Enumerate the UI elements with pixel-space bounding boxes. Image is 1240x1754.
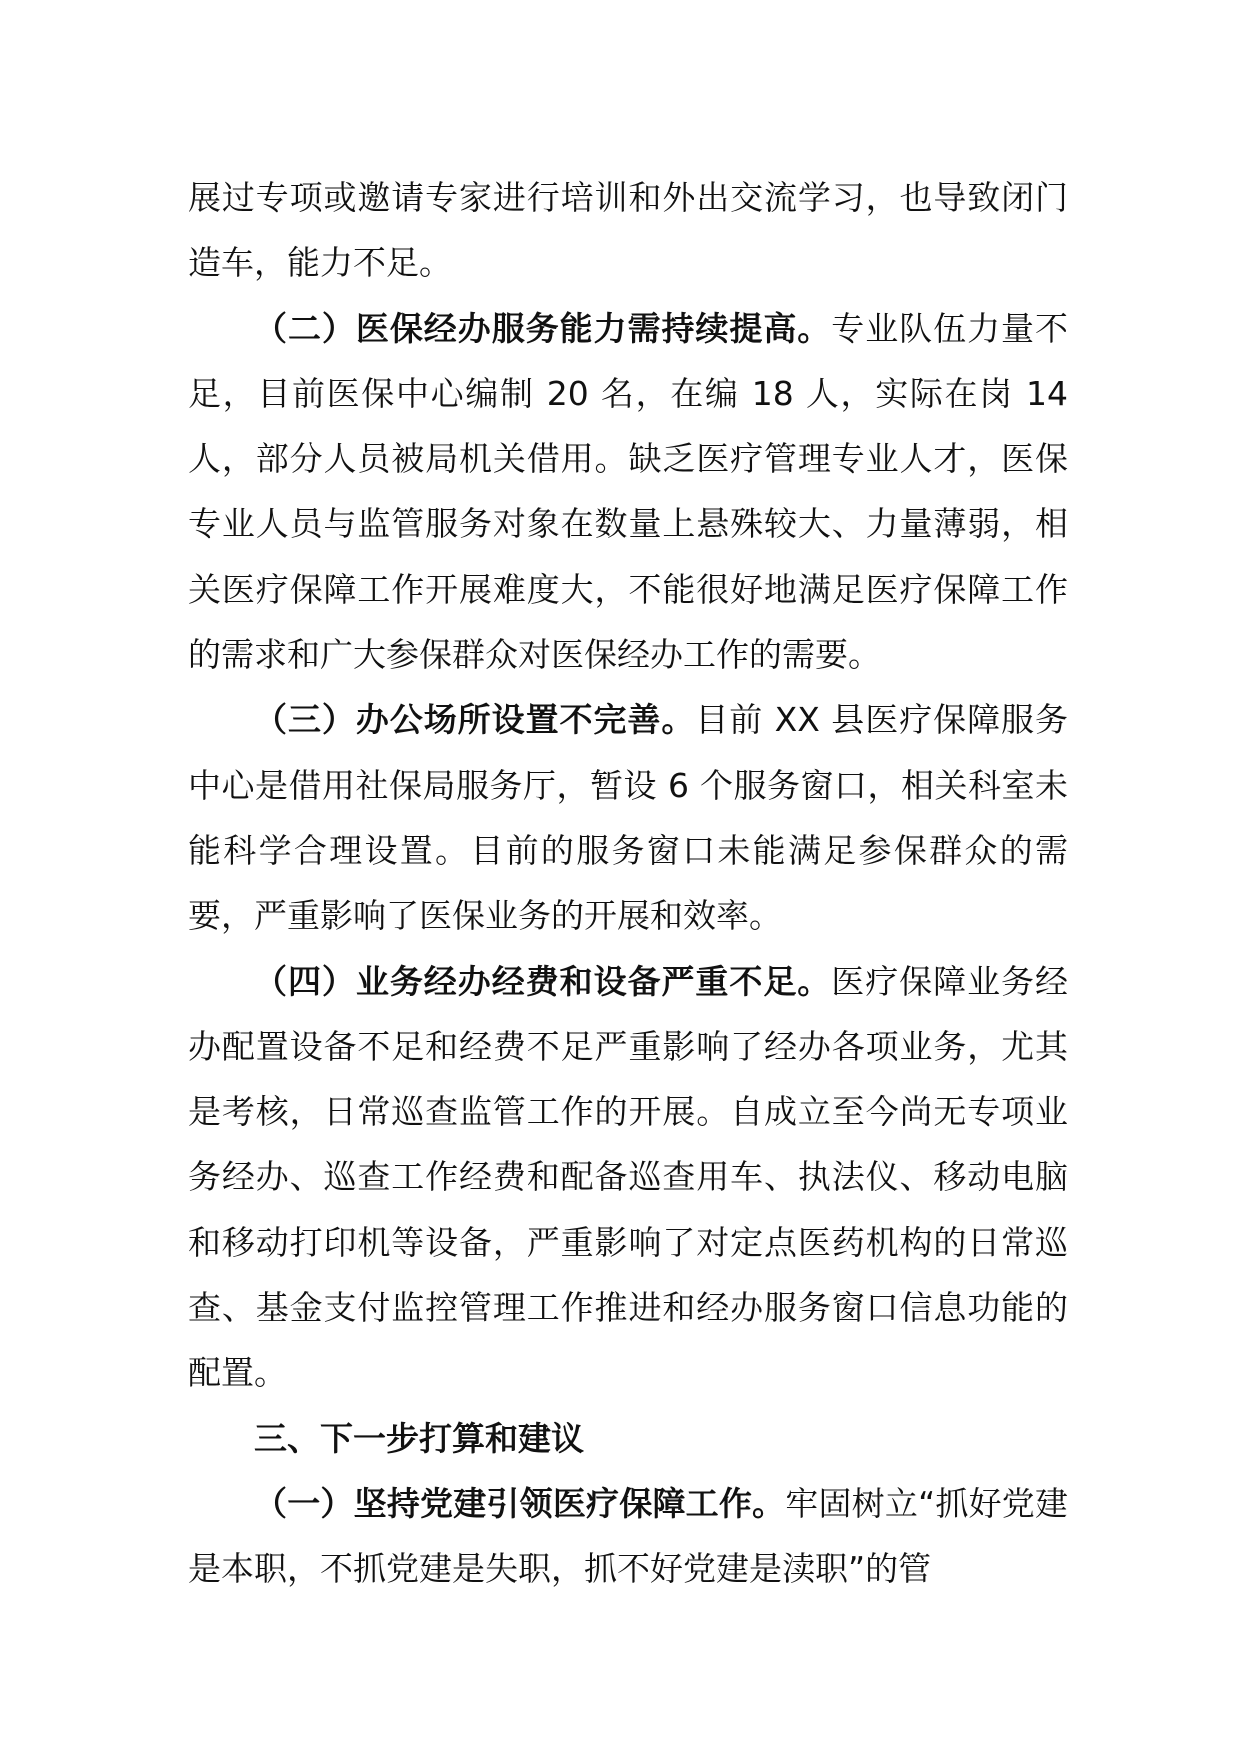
paragraph-text: 展过专项或邀请专家进行培训和外出交流学习，也导致闭门造车，能力不足。 (188, 178, 1068, 283)
paragraph-text: 专业队伍力量不足，目前医保中心编制 20 名，在编 18 人，实际在岗 14 人，部分人员被局机关借用。缺乏医疗管理专业人才，医保专业人员与监管服务对象在数量上悬殊较大、力量薄弱，相关医疗保障工作开展难度大，不能很好地满足医疗保障工作的需求和广大参保群众对医保经办工作的需要。 (188, 308, 1069, 675)
paragraph-continued (188, 165, 1068, 296)
paragraph-section-3 (188, 687, 1068, 948)
paragraph-text: 牢固树立“抓好党建是本职，不抓党建是失职，抓不好党建是渎职”的管 (188, 1483, 1068, 1589)
section-heading: （四）业务经办经费和设备严重不足。 (254, 961, 832, 1001)
chapter-title: 三、下一步打算和建议 (254, 1418, 584, 1458)
paragraph-section-4 (188, 949, 1068, 1406)
paragraph-subsection-1 (188, 1471, 1068, 1602)
section-heading: （一）坚持党建引领医疗保障工作。 (254, 1483, 786, 1523)
document-body (188, 165, 1068, 1602)
paragraph-text: 医疗保障业务经办配置设备不足和经费不足严重影响了经办各项业务，尤其是考核，日常巡查监管工作的开展。自成立至今尚无专项业务经办、巡查工作经费和配备巡查用车、执法仪、移动电脑和移动打印机等设备，严重影响了对定点医药机构的日常巡查、基金支付监控管理工作推进和经办服务窗口信息功能的配置。 (188, 961, 1069, 1393)
section-heading: （三）办公场所设置不完善。 (254, 700, 696, 740)
section-heading: （二）医保经办服务能力需持续提高。 (254, 308, 832, 348)
chapter-heading (188, 1406, 1068, 1471)
paragraph-section-2 (188, 296, 1068, 688)
paragraph-text: 目前 XX 县医疗保障服务中心是借用社保局服务厅，暂设 6 个服务窗口，相关科室未能科学合理设置。目前的服务窗口未能满足参保群众的需要，严重影响了医保业务的开展和效率。 (188, 700, 1068, 936)
